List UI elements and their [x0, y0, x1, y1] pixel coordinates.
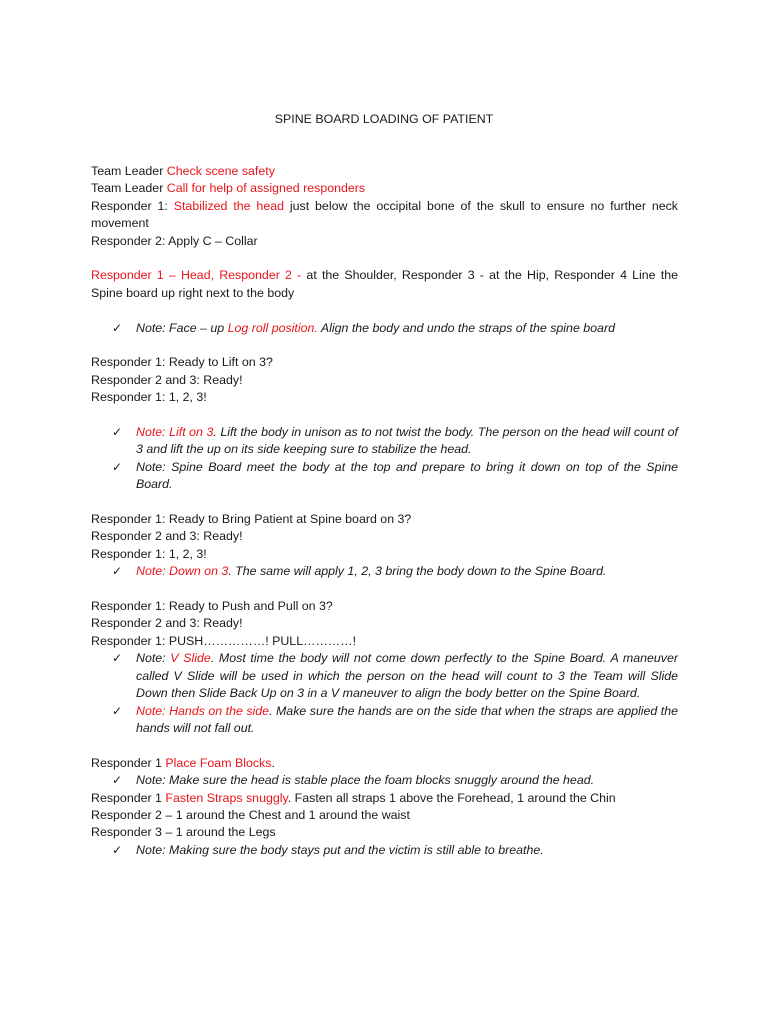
note-down-on-3: ✓ Note: Down on 3. The same will apply 1, 2, 3 bring the body down to the Spine Board. [91, 563, 678, 580]
lift-count-line: Responder 1: 1, 2, 3! [91, 390, 207, 405]
responder-positions-highlight: Responder 1 – Head, Responder 2 - [91, 268, 302, 283]
page-title: SPINE BOARD LOADING OF PATIENT [274, 112, 494, 126]
responder-1-stabilize-line: Responder 1: Stabilized the head just below the occipital bone of the skull to ensure no further neck movement [91, 198, 678, 231]
scene-safety-action: Check scene safety [166, 164, 275, 178]
note-hands-on-side: ✓ Note: Hands on the side. Make sure the hands are on the side that when the straps are applied the hands will not fall out. [112, 703, 678, 735]
note-body-stays-put: ✓ Note: Making sure the body stays put and the victim is still able to breathe. [91, 842, 678, 859]
team-leader-scene-safety-line: Team Leader Check scene safety [91, 164, 275, 178]
checkmark-icon: ✓ [112, 425, 123, 440]
team-leader-call-help-line: Team Leader Call for help of assigned responders [91, 181, 366, 196]
lift-ready-line: Responder 2 and 3: Ready! [91, 372, 243, 387]
checkmark-icon: ✓ [112, 842, 123, 857]
bring-patient-call-line: Responder 1: Ready to Bring Patient at Spine board on 3? [91, 512, 412, 527]
bring-patient-count-line: Responder 1: 1, 2, 3! [91, 546, 207, 561]
responder-positions-paragraph: Responder 1 – Head, Responder 2 - at the Shoulder, Responder 3 - at the Hip, Responder 4 Line the Spine board up right next to the body [91, 268, 678, 300]
checkmark-icon: ✓ [112, 564, 123, 579]
call-help-action: Call for help of assigned responders [166, 181, 366, 196]
responder-2-collar-line: Responder 2: Apply C – Collar [91, 233, 258, 248]
note-spine-board-meet: ✓ Note: Spine Board meet the body at the top and prepare to bring it down on top of the Spine Board. [112, 459, 678, 492]
checkmark-icon: ✓ [112, 773, 123, 788]
push-pull-call-line: Responder 1: Ready to Push and Pull on 3? [91, 599, 333, 614]
checkmark-icon: ✓ [112, 651, 123, 666]
responder-3-straps-line: Responder 3 – 1 around the Legs [91, 825, 276, 840]
document-body [91, 163, 678, 859]
checkmark-icon: ✓ [112, 703, 123, 718]
note-lift-on-3: ✓ Note: Lift on 3. Lift the body in unison as to not twist the body. The person on the head will count of 3 and lift the up on its side keeping sure to stabilize the head. [112, 425, 678, 457]
push-pull-ready-line: Responder 2 and 3: Ready! [91, 616, 243, 631]
push-pull-count-line: Responder 1: PUSH……………! PULL…………! [91, 633, 357, 648]
responder-2-straps-line: Responder 2 – 1 around the Chest and 1 around the waist [91, 807, 410, 822]
lift-call-line: Responder 1: Ready to Lift on 3? [91, 355, 273, 370]
note-v-slide: ✓ Note: V Slide. Most time the body will not come down perfectly to the Spine Board. A maneuver called V Slide will be used in which the person on the head will count to 3 the Team will Slide Down then Slide Back Up on 3 in a V maneuver to align the body better on the Spine Board. [112, 651, 679, 701]
foam-blocks-line: Responder 1 Place Foam Blocks. [91, 755, 275, 770]
note-log-roll: ✓ Note: Face – up Log roll position. Align the body and undo the straps of the spine board [91, 320, 678, 337]
checkmark-icon: ✓ [112, 459, 123, 474]
stabilize-head-action: Stabilized the head [173, 198, 284, 213]
fasten-straps-line: Responder 1 Fasten Straps snuggly. Fasten all straps 1 above the Forehead, 1 around the Chin [91, 790, 616, 805]
bring-patient-ready-line: Responder 2 and 3: Ready! [91, 529, 243, 544]
note-foam-blocks: ✓ Note: Make sure the head is stable place the foam blocks snuggly around the head. [91, 772, 678, 789]
checkmark-icon: ✓ [112, 320, 123, 335]
